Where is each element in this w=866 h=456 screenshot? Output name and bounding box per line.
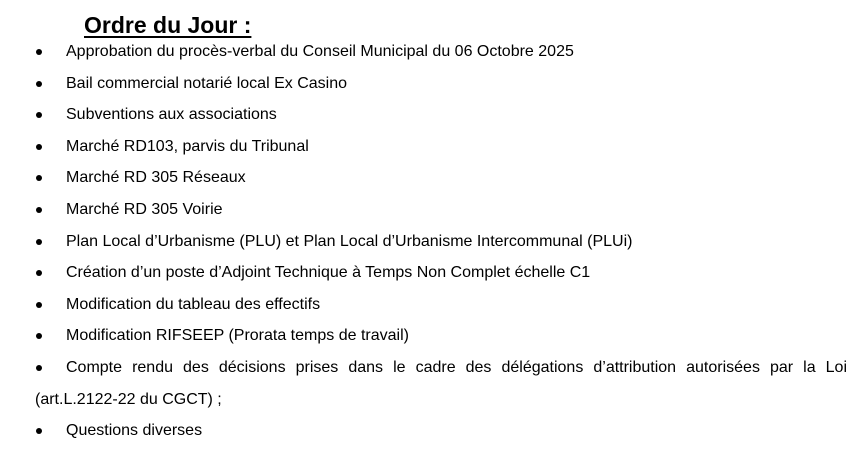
- agenda-item-text: Modification du tableau des effectifs: [66, 295, 321, 313]
- agenda-item: [0, 162, 866, 194]
- agenda-title: Ordre du Jour :: [84, 12, 252, 38]
- agenda-item: [0, 68, 866, 100]
- agenda-item-text: Marché RD 305 Voirie: [66, 200, 223, 218]
- agenda-item-text: Marché RD 305 Réseaux: [66, 169, 246, 187]
- agenda-item: [0, 320, 866, 352]
- agenda-item-text: Marché RD103, parvis du Tribunal: [66, 137, 309, 155]
- agenda-item-text: Approbation du procès-verbal du Conseil Municipal du 06 Octobre 2025: [66, 43, 574, 60]
- agenda-item-text: Subventions aux associations: [66, 106, 277, 124]
- agenda-list: [0, 36, 866, 447]
- agenda-item-text: Plan Local d’Urbanisme (PLU) et Plan Local d’Urbanisme Intercommunal (PLUi): [66, 232, 633, 250]
- agenda-item-text: Bail commercial notarié local Ex Casino: [66, 74, 347, 92]
- agenda-item: [0, 36, 866, 68]
- agenda-item: [0, 257, 866, 289]
- agenda-item: [35, 352, 847, 415]
- agenda-item: [0, 226, 866, 258]
- agenda-item: [0, 289, 866, 321]
- agenda-item: [0, 415, 866, 447]
- agenda-item-text: Compte rendu des décisions prises dans le cadre des délégations d’attribution autorisées par la Loi (art.L.2122-22 du CGCT) ;: [35, 358, 847, 408]
- agenda-item-text: Création d’un poste d’Adjoint Technique à Temps Non Complet échelle C1: [66, 264, 591, 282]
- agenda-item-text: Questions diverses: [66, 422, 203, 440]
- agenda-item-text: Modification RIFSEEP (Prorata temps de travail): [66, 327, 409, 345]
- agenda-item: [0, 131, 866, 163]
- agenda-item: [0, 99, 866, 131]
- agenda-item: [0, 194, 866, 226]
